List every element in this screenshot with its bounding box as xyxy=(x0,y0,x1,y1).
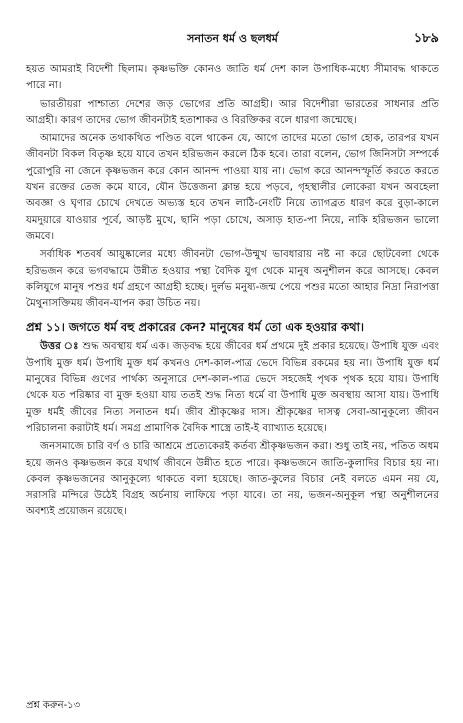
paragraph-2: ভারতীয়রা পাশ্চাত্য দেশের জড় ভোগের প্রতি আগ্রহী। আর বিদেশীরা ভারতের সাধনার প্রতি আগ্রহী। কারণ তাদের ভোগ জীবনটাই হতাশাকর ও বিরক্তিকর বলে ধারণা জন্মেছে। xyxy=(26,98,439,126)
question-heading: প্রশ্ন ১১। জগতে ধর্ম বহু প্রকারের কেন? মানুষের ধর্ম তো এক হওয়ার কথা। xyxy=(26,320,365,335)
answer-label: উত্তর ঃ xyxy=(40,341,79,353)
closing-paragraph: জনসমাজে চারি বর্ণ ও চারি আশ্রমে প্রত্যেকেরই কর্তব্য শ্রীকৃষ্ণভজন করা। শুধু তাই নয়, পতিত অধম হয়ে জনও কৃষ্ণভজন করে যথার্থ জীবনে উন্নীত হতে পারে। কৃষ্ণভজনে জাতি-কুলাদির বিচার হয় না। কেবল কৃষ্ণভজনের আনুকূল্যে থাকতে বলা হয়েছে। জাত-কুলের বিচার নেই বলতে এমন নয় যে, সরাসরি মন্দিরে উঠেই বিগ্রহ অর্চনায় লাফিয়ে পড়া যাবে। তা নয়, ভজন-অনুকূল পন্থা অনুশীলনের অবশ্যই প্রয়োজন রয়েছে। xyxy=(26,441,439,518)
page-body xyxy=(26,62,439,521)
chapter-title: সনাতন ধর্ম ও ছলধর্ম xyxy=(187,32,278,45)
running-header xyxy=(26,30,439,50)
page-footer: প্রশ্ন করুন-১৩ xyxy=(26,700,81,711)
answer-text: শুদ্ধ অবস্থায় ধর্ম এক। জড়বদ্ধ হয়ে জীবের ধর্ম প্রথমে দুই প্রকার হয়েছে। উপাধি যুক্ত এবং উপাধি মুক্ত ধর্ম। উপাধি মুক্ত ধর্ম কখনও দেশ-কাল-পাত্র ভেদে বিভিন্ন রকমের হয় না। উপাধি যুক্ত ধর্ম মানুষের বিভিন্ন গুণের পার্থক্য অনুসারে দেশ-কাল-পাত্র ভেদে সহজেই পৃথক পৃথক হয়ে যায়। উপাধি থেকে যত পরিষ্কার বা মুক্ত হওয়া যায় ততই শুদ্ধ নিত্য ধর্মে বা উপাধি মুক্ত অবস্থায় আসা যায়। উপাধি মুক্ত ধর্মই জীবের নিত্য সনাতন ধর্ম। জীব শ্রীকৃষ্ণের দাস। শ্রীকৃষ্ণের দাসত্ব সেবা-আনুকূল্যে জীবন পরিচালনা করাটাই ধর্ম। সমগ্র প্রামাণিক বৈদিক শাস্ত্রে তাই-ই ব্যাখ্যাত হয়েছে। xyxy=(26,341,439,434)
paragraph-1: হয়ত আমরাই বিদেশী ছিলাম। কৃষ্ণভক্তি কোনও জাতি ধর্ম দেশ কাল উপাধিক-মধ্যে সীমাবদ্ধ থাকতে পারে না। xyxy=(26,64,439,92)
paragraph-4: সর্বাধিক শতবর্ষ আয়ুষ্কালের মধ্যে জীবনটা ভোগ-উন্মুখ ভাবধারায় নষ্ট না করে ছোটবেলা থেকে হরিভজন করে ভগবদ্ধামে উন্নীত হওয়ার পন্থা বৈদিক যুগ থেকে মানুষ অনুশীলন করে আসছে। কেবল কলিযুগে মানুষ পশুর ধর্ম গ্রহণে আগ্রহী হচ্ছে। দুর্লভ মনুষ্য-জন্ম পেয়ে পশুর মতো আহার নিদ্রা নিরাপত্তা মৈথুনাসক্তিময় জীবন-যাপন করা উচিত নয়। xyxy=(26,249,439,310)
paragraph-3: আমাদের অনেক তথাকথিত পণ্ডিত বলে থাকেন যে, আগে তাদের মতো ভোগ হোক, তারপর যখন জীবনটা বিকল বিতৃষ্ণ হয়ে যাবে তখন হরিভজন করলে ঠিক হবে। তারা বলেন, ভোগ জিনিসটা সম্পর্কে পুরোপুরি না জেনে কৃষ্ণভজন করে কোন আনন্দ পাওয়া যায় না। ভোগ করে আনন্দস্ফূর্তি করতে করতে যখন রক্তের তেজ কমে যাবে, যৌন উত্তেজনা ক্লান্ত হয়ে পড়বে, গৃহস্থালীর লোকেরা যখন অবহেলা অবজ্ঞা ও ঘৃণার চোখে দেখতে অভ্যস্ত হবে তখন লাঠি-নেংটি নিয়ে ত্যাগব্রত ধারণ করে বুড়া-কালে যমদুয়ারে যাওয়ার পূর্বে, আড়ষ্ট মুখে, ছানি পড়া চোখে, অসাড় হাত-পা নিয়ে, নাকি হরিভজন ভালো জমবে। xyxy=(26,133,439,242)
answer-paragraph xyxy=(26,339,439,437)
page-number: ১৮৯ xyxy=(413,31,439,46)
